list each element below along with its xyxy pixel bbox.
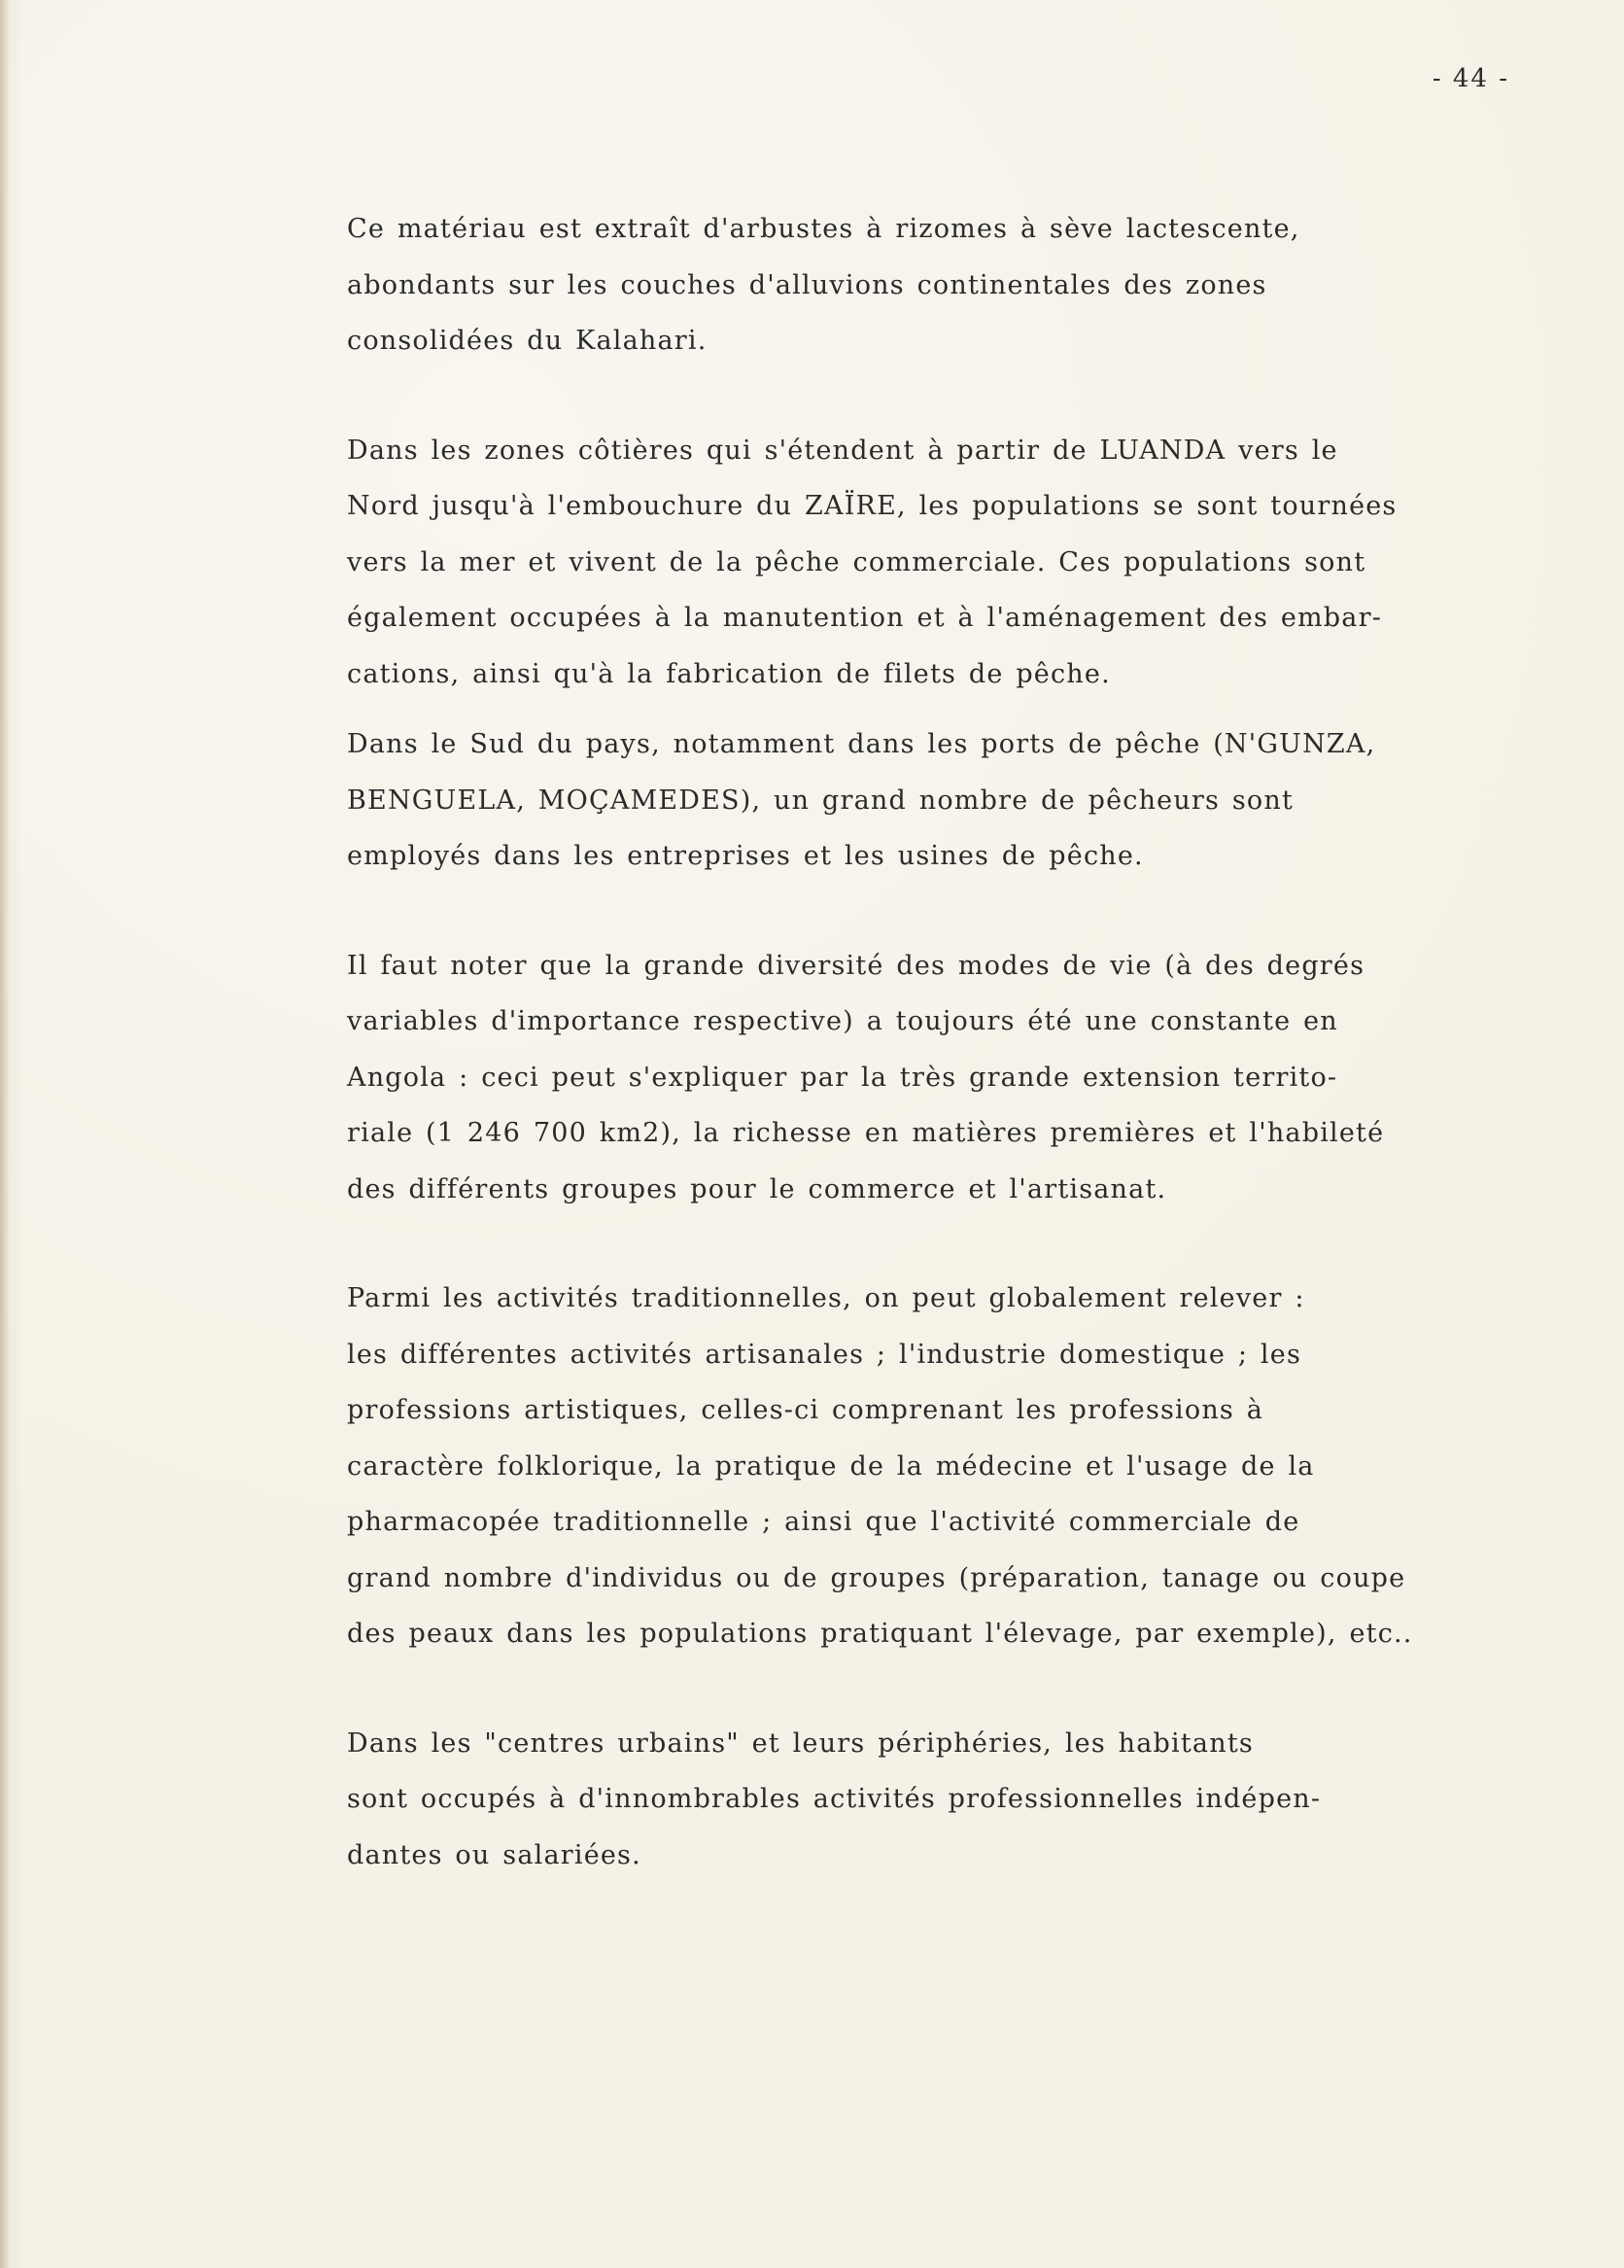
paragraph: Dans les zones côtières qui s'étendent à partir de LUANDA vers le Nord jusqu'à l'embouchure du ZAÏRE, les populations se sont tournées vers la mer et vivent de la pêche commerciale. Ces populations sont également occupées à la manutention et à l'aménagement des embar- cations, ainsi qu'à la fabrication de filets de pêche.: [347, 435, 1398, 689]
page-body: [347, 201, 1538, 1883]
paragraph: Dans le Sud du pays, notamment dans les ports de pêche (N'GUNZA, BENGUELA, MOÇAMEDES), un grand nombre de pêcheurs sont employés dans les entreprises et les usines de pêche.: [347, 729, 1376, 871]
paragraph: Il faut noter que la grande diversité des modes de vie (à des degrés variables d'importance respective) a toujours été une constante en Angola : ceci peut s'expliquer par la très grande extension territo- riale (1 246 700 km2), la richesse en matières premières et l'habileté des différents groupes pour le commerce et l'artisanat.: [347, 950, 1385, 1204]
page-number: - 44 -: [1432, 64, 1509, 93]
paragraph: Parmi les activités traditionnelles, on peut globalement relever : les différentes activités artisanales ; l'industrie domestique ; les professions artistiques, celles-ci comprenant les professions à caractère folklorique, la pratique de la médecine et l'usage de la pharmacopée traditionnelle ; ainsi que l'activité commerciale de grand nombre d'individus ou de groupes (préparation, tanage ou coupe des peaux dans les populations pratiquant l'élevage, par exemple), etc..: [347, 1283, 1413, 1649]
binding-edge: [0, 0, 10, 2268]
paragraph: Dans les "centres urbains" et leurs périphéries, les habitants sont occupés à d'innombrables activités professionnelles indépen- dantes ou salariées.: [347, 1727, 1322, 1870]
paragraph: Ce matériau est extraît d'arbustes à rizomes à sève lactescente, abondants sur les couches d'alluvions continentales des zones consolidées du Kalahari.: [347, 214, 1300, 356]
